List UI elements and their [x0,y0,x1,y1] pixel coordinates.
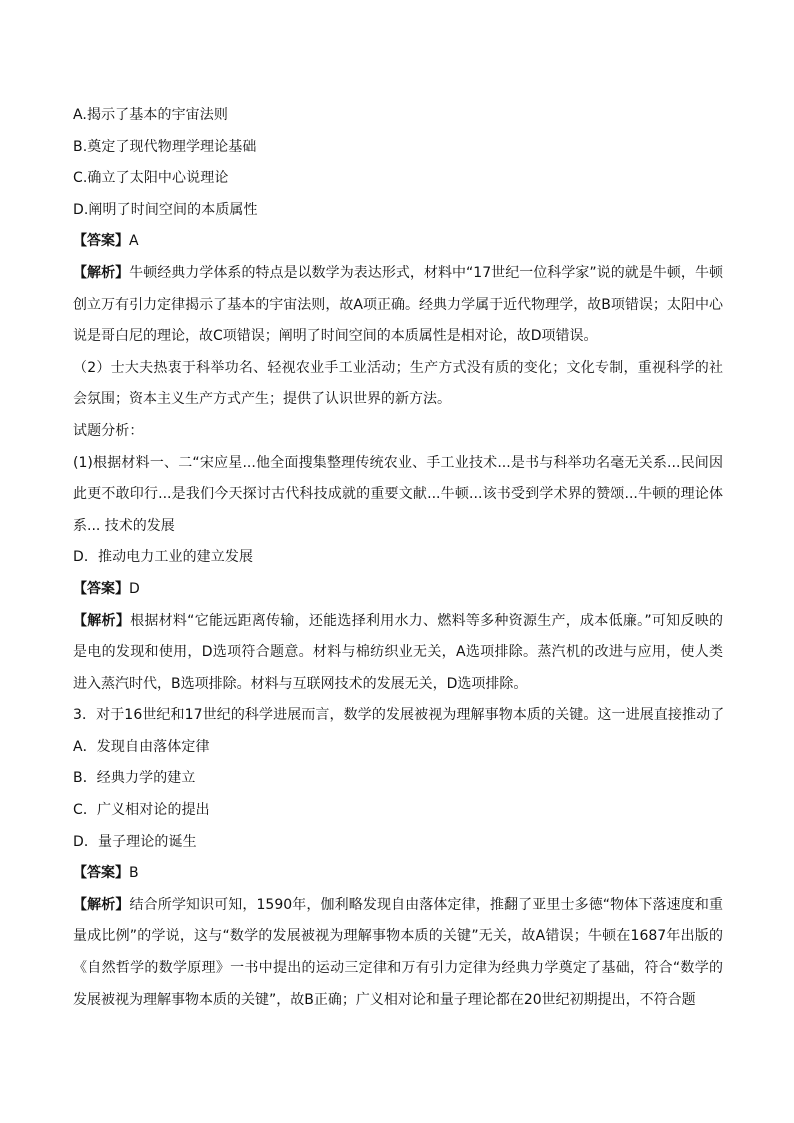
answer-q1 [73,226,723,258]
document-page [73,100,723,1016]
analysis-q3-tag: 【解析】 [73,896,130,913]
analysis-heading: 试题分析： [73,422,144,439]
analysis-q2-text: 根据材料“它能远距离传输，还能选择利用水力、燃料等多种资源生产，成本低廉。”可知反映的是电的发现和使用，D选项符合题意。材料与棉纺织业无关，A选项排除。蒸汽机的改进与应用，使人类进入蒸汽时代，B选项排除。材料与互联网技术的发展无关，D选项排除。 [73,612,723,692]
answer-q3-tag: 【答案】 [73,865,129,882]
analysis-q3-text: 结合所学知识可知，1590年，伽利略发现自由落体定律，推翻了亚里士多德“物体下落速度和重量成比例”的学说，这与“数学的发展被视为理解事物本质的关键”无关，故A错误；牛顿在1687年出版的《自然哲学的数学原理》一书中提出的运动三定律和万有引力定律为经典力学奠定了基础，符合“数学的发展被视为理解事物本质的关键”，故B正确；广义相对论和量子理论都在20世纪初期提出，不符合题 [73,896,723,1008]
answer-q3 [73,858,723,890]
analysis-q1-text: 牛顿经典力学体系的特点是以数学为表达形式，材料中“17世纪一位科学家”说的就是牛顿，牛顿创立万有引力定律揭示了基本的宇宙法则，故A项正确。经典力学属于近代物理学，故B项错误；太阳中心说是哥白尼的理论，故C项错误；阐明了时间空间的本质属性是相对论，故D项错误。 [73,264,723,345]
option-b-q1: B.奠定了现代物理学理论基础 [73,138,257,155]
answer-q3-text: B [129,865,139,882]
option-a-q3: A．发现自由落体定律 [73,738,210,755]
option-d-q1: D.阐明了时间空间的本质属性 [73,201,258,218]
answer-q1-tag: 【答案】 [73,233,129,250]
option-c-q1: C.确立了太阳中心说理论 [73,170,229,187]
analysis-q2 [73,606,723,701]
analysis-q1 [73,258,723,353]
option-c-q3: C．广义相对论的提出 [73,802,210,819]
option-d-q2: D．推动电力工业的建立发展 [73,549,254,566]
option-b-q3: B．经典力学的建立 [73,770,196,787]
answer-part-2: （2）士大夫热衷于科举功名、轻视农业手工业活动；生产方式没有质的变化；文化专制，重视科学的社会氛围；资本主义生产方式产生；提供了认识世界的新方法。 [73,359,723,408]
answer-q2 [73,574,723,606]
question-3: 3．对于16世纪和17世纪的科学进展而言，数学的发展被视为理解事物本质的关键。这一进展直接推动了 [73,707,725,724]
option-a-q1: A.揭示了基本的宇宙法则 [73,107,228,123]
answer-q2-tag: 【答案】 [73,580,129,597]
analysis-q3 [73,890,723,1016]
answer-q1-text: A [129,233,139,250]
option-d-q3: D．量子理论的诞生 [73,833,197,850]
answer-q2-text: D [129,580,140,597]
analysis-part-1: (1)根据材料一、二“宋应星...他全面搜集整理传统农业、手工业技术...是书与科举功名毫无关系...民间因此更不敢印行...是我们今天探讨古代科技成就的重要文献...牛顿...该书受到学术界的赞颂...牛顿的理论体系... 技术的发展 [73,454,723,534]
analysis-q1-tag: 【解析】 [73,264,130,281]
analysis-q2-tag: 【解析】 [73,612,131,629]
